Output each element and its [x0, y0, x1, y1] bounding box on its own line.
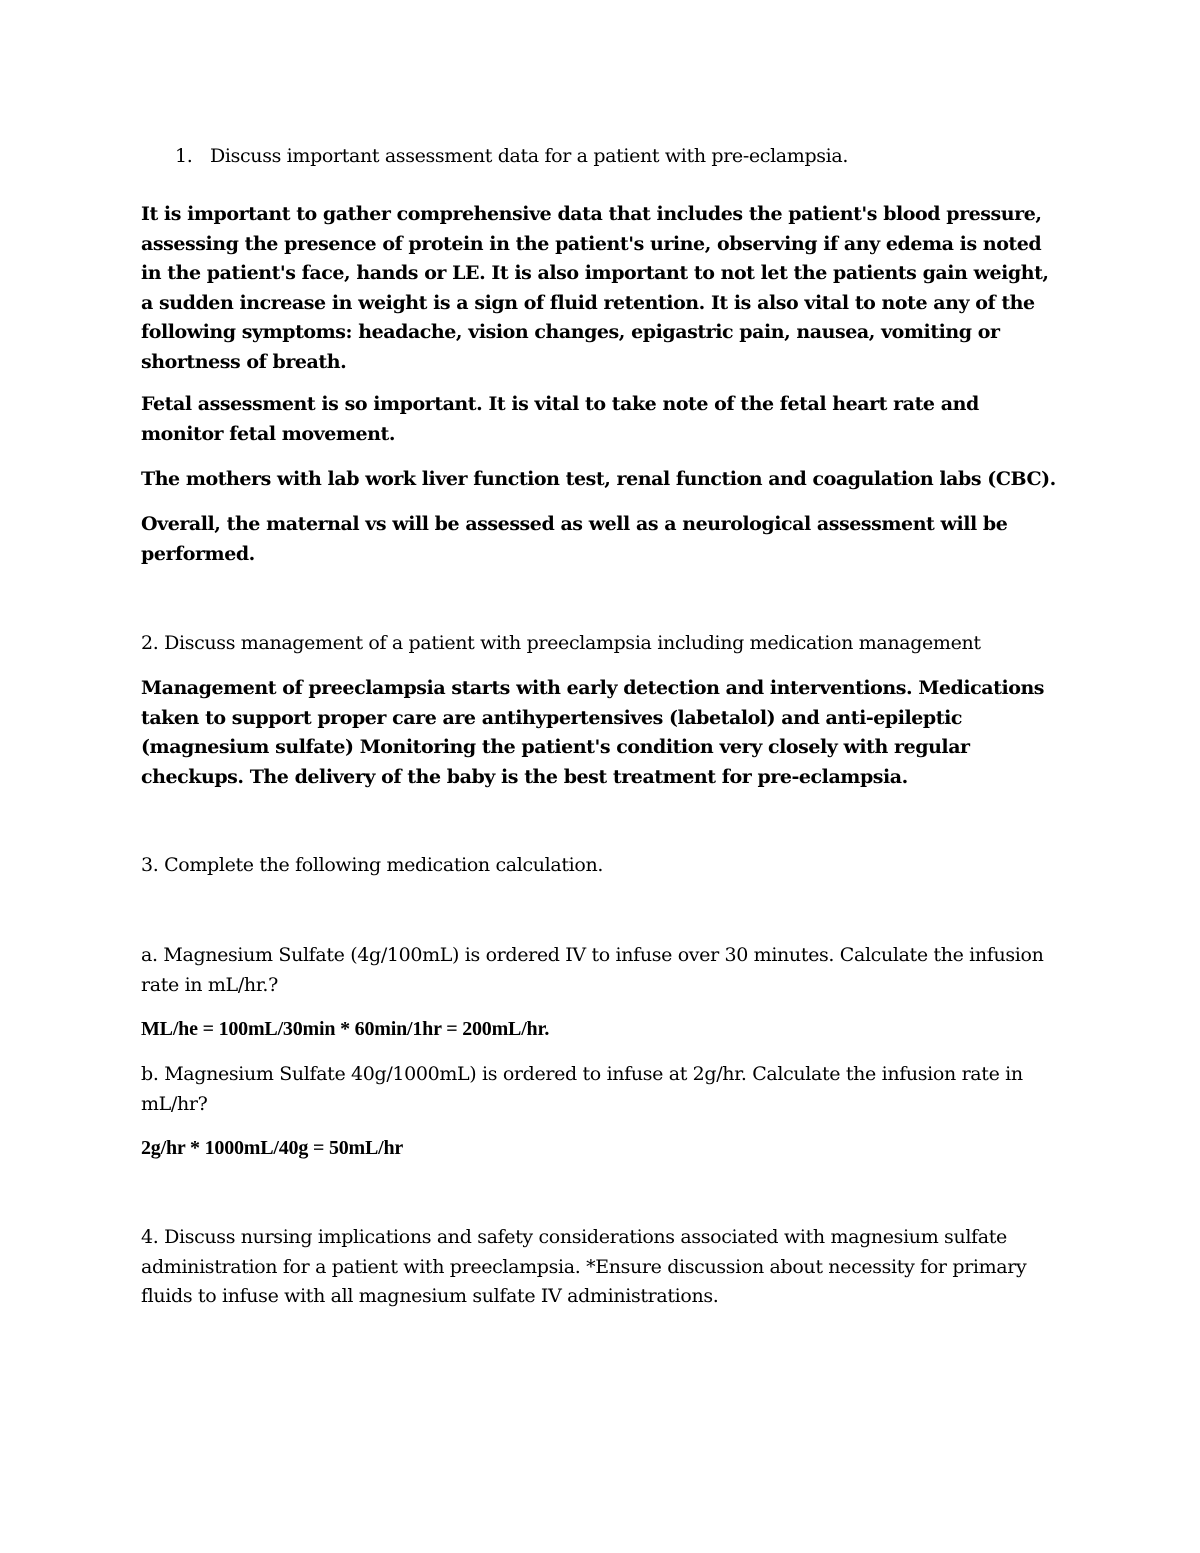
question-2: 2. Discuss management of a patient with preeclampsia including medication management	[141, 632, 981, 654]
answer-3b: 2g/hr * 1000mL/40g = 50mL/hr	[141, 1137, 404, 1159]
answer-1-paragraph-2: Fetal assessment is so important. It is vital to take note of the fetal heart rate and monitor fetal movement.	[141, 393, 979, 445]
question-1	[175, 142, 1055, 172]
question-1-number: 1.	[175, 145, 193, 167]
question-3: 3. Complete the following medication calculation.	[141, 854, 604, 876]
question-3a: a. Magnesium Sulfate (4g/100mL) is ordered IV to infuse over 30 minutes. Calculate the infusion rate in mL/hr.?	[141, 944, 1044, 996]
answer-3a: ML/he = 100mL/30min * 60min/1hr = 200mL/hr.	[141, 1018, 550, 1040]
question-3b: b. Magnesium Sulfate 40g/1000mL) is ordered to infuse at 2g/hr. Calculate the infusion rate in mL/hr?	[141, 1063, 1023, 1115]
answer-1-paragraph-1: It is important to gather comprehensive data that includes the patient's blood pressure, assessing the presence of protein in the patient's urine, observing if any edema is noted in the patient's face, hands or LE. It is also important to not let the patients gain weight, a sudden increase in weight is a sign of fluid retention. It is also vital to note any of the following symptoms: headache, vision changes, epigastric pain, nausea, vomiting or shortness of breath.	[141, 203, 1049, 373]
answer-2: Management of preeclampsia starts with early detection and interventions. Medications taken to support proper care are antihypertensives (labetalol) and anti-epileptic (magnesium sulfate) Monitoring the patient's condition very closely with regular checkups. The delivery of the baby is the best treatment for pre-eclampsia.	[141, 677, 1045, 788]
question-1-text: Discuss important assessment data for a patient with pre-eclampsia.	[210, 145, 849, 167]
answer-1-paragraph-4: Overall, the maternal vs will be assessed as well as a neurological assessment will be performed.	[141, 513, 1008, 565]
answer-1-paragraph-3: The mothers with lab work liver function test, renal function and coagulation labs (CBC).	[141, 468, 1056, 490]
question-4: 4. Discuss nursing implications and safety considerations associated with magnesium sulfate administration for a patient with preeclampsia. *Ensure discussion about necessity for primary fluids to infuse with all magnesium sulfate IV administrations.	[141, 1226, 1027, 1307]
